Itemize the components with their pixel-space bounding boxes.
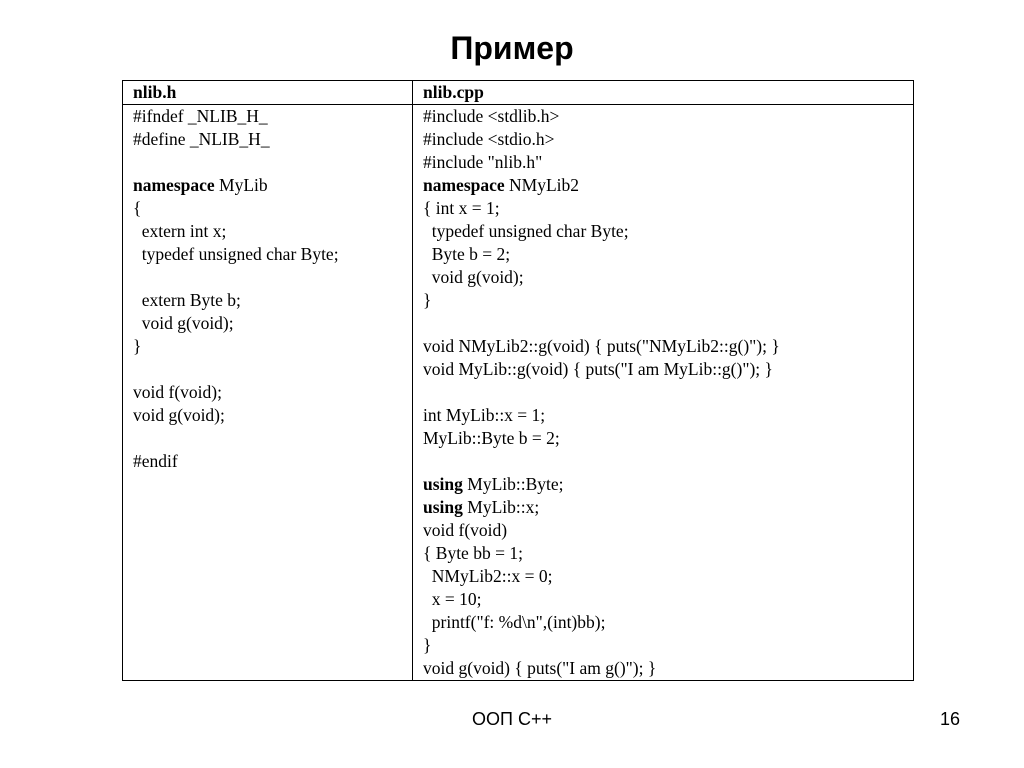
code-text: #ifndef _NLIB_H_ <box>133 106 268 126</box>
code-text: x = 10; <box>423 589 482 609</box>
code-text: extern Byte b; <box>133 290 241 310</box>
nlib-cpp-code-line <box>423 404 903 427</box>
code-text: typedef unsigned char Byte; <box>423 221 629 241</box>
nlib-cpp-code-line <box>423 381 903 404</box>
nlib-cpp-code-line <box>423 197 903 220</box>
nlib-cpp-code-line <box>423 519 903 542</box>
nlib-cpp-code-cell <box>413 105 914 681</box>
page-number: 16 <box>939 709 960 729</box>
nlib-cpp-code-line <box>423 496 903 519</box>
nlib-cpp-code-line <box>423 151 903 174</box>
nlib-h-code-line <box>133 358 402 381</box>
nlib-h-code <box>133 105 402 473</box>
table-body-row <box>123 105 914 681</box>
nlib-h-code-line <box>133 312 402 335</box>
code-text: NMyLib2 <box>504 175 580 195</box>
nlib-cpp-code-line <box>423 588 903 611</box>
nlib-cpp-code-line <box>423 243 903 266</box>
code-text: #include <stdio.h> <box>423 129 555 149</box>
code-text: #include "nlib.h" <box>423 152 543 172</box>
nlib-h-code-line <box>133 266 402 289</box>
nlib-cpp-code-line <box>423 657 903 680</box>
code-text: { Byte bb = 1; <box>423 543 523 563</box>
nlib-h-code-line <box>133 128 402 151</box>
code-text: void g(void) { puts("I am g()"); } <box>423 658 657 678</box>
code-text: void MyLib::g(void) { puts("I am MyLib::g()"); } <box>423 359 773 379</box>
code-text: printf("f: %d\n",(int)bb); <box>423 612 606 632</box>
nlib-cpp-code-line <box>423 427 903 450</box>
nlib-h-code-line <box>133 243 402 266</box>
code-text: typedef unsigned char Byte; <box>133 244 339 264</box>
nlib-cpp-code-line <box>423 312 903 335</box>
nlib-h-code-line <box>133 289 402 312</box>
nlib-h-code-line <box>133 427 402 450</box>
code-text: void f(void) <box>423 520 508 540</box>
nlib-h-code-line <box>133 151 402 174</box>
nlib-h-code-line <box>133 381 402 404</box>
code-text: extern int x; <box>133 221 227 241</box>
code-text: MyLib::Byte b = 2; <box>423 428 560 448</box>
code-text: void NMyLib2::g(void) { puts("NMyLib2::g()"); } <box>423 336 780 356</box>
nlib-cpp-code-line <box>423 611 903 634</box>
footer-course-name: ООП C++ <box>472 709 552 729</box>
table-header-row <box>123 81 914 105</box>
code-text: { int x = 1; <box>423 198 500 218</box>
nlib-cpp-code-line <box>423 289 903 312</box>
nlib-h-code-line <box>133 450 402 473</box>
code-comparison-table <box>122 80 914 681</box>
nlib-cpp-code <box>423 105 903 680</box>
nlib-cpp-code-line <box>423 105 903 128</box>
code-text: { <box>133 198 142 218</box>
keyword: namespace <box>423 175 505 195</box>
keyword: namespace <box>133 175 215 195</box>
nlib-cpp-code-line <box>423 335 903 358</box>
nlib-h-code-cell <box>123 105 413 681</box>
code-text: } <box>423 635 432 655</box>
nlib-h-code-line <box>133 197 402 220</box>
nlib-h-code-line <box>133 105 402 128</box>
nlib-cpp-code-line <box>423 266 903 289</box>
nlib-cpp-code-line <box>423 450 903 473</box>
code-text: #define _NLIB_H_ <box>133 129 270 149</box>
nlib-h-code-line <box>133 335 402 358</box>
nlib-cpp-code-line <box>423 128 903 151</box>
nlib-cpp-code-line <box>423 174 903 197</box>
header-nlib-cpp: nlib.cpp <box>413 81 914 105</box>
code-text: MyLib <box>214 175 268 195</box>
code-text: void g(void); <box>133 313 234 333</box>
code-text: void g(void); <box>423 267 524 287</box>
code-text: MyLib::x; <box>462 497 540 517</box>
nlib-h-code-line <box>133 404 402 427</box>
code-text: void g(void); <box>133 405 225 425</box>
code-text: MyLib::Byte; <box>462 474 564 494</box>
slide-title: Пример <box>450 30 574 66</box>
nlib-h-code-line <box>133 220 402 243</box>
keyword: using <box>423 497 463 517</box>
code-text: NMyLib2::x = 0; <box>423 566 553 586</box>
code-text: } <box>423 290 432 310</box>
code-text: int MyLib::x = 1; <box>423 405 546 425</box>
keyword: using <box>423 474 463 494</box>
nlib-cpp-code-line <box>423 220 903 243</box>
nlib-cpp-code-line <box>423 634 903 657</box>
code-text: void f(void); <box>133 382 222 402</box>
code-text: Byte b = 2; <box>423 244 511 264</box>
code-text: #endif <box>133 451 178 471</box>
nlib-cpp-code-line <box>423 473 903 496</box>
nlib-cpp-code-line <box>423 565 903 588</box>
nlib-cpp-code-line <box>423 542 903 565</box>
code-text: #include <stdlib.h> <box>423 106 560 126</box>
code-text: } <box>133 336 142 356</box>
header-nlib-h: nlib.h <box>123 81 413 105</box>
nlib-h-code-line <box>133 174 402 197</box>
nlib-cpp-code-line <box>423 358 903 381</box>
